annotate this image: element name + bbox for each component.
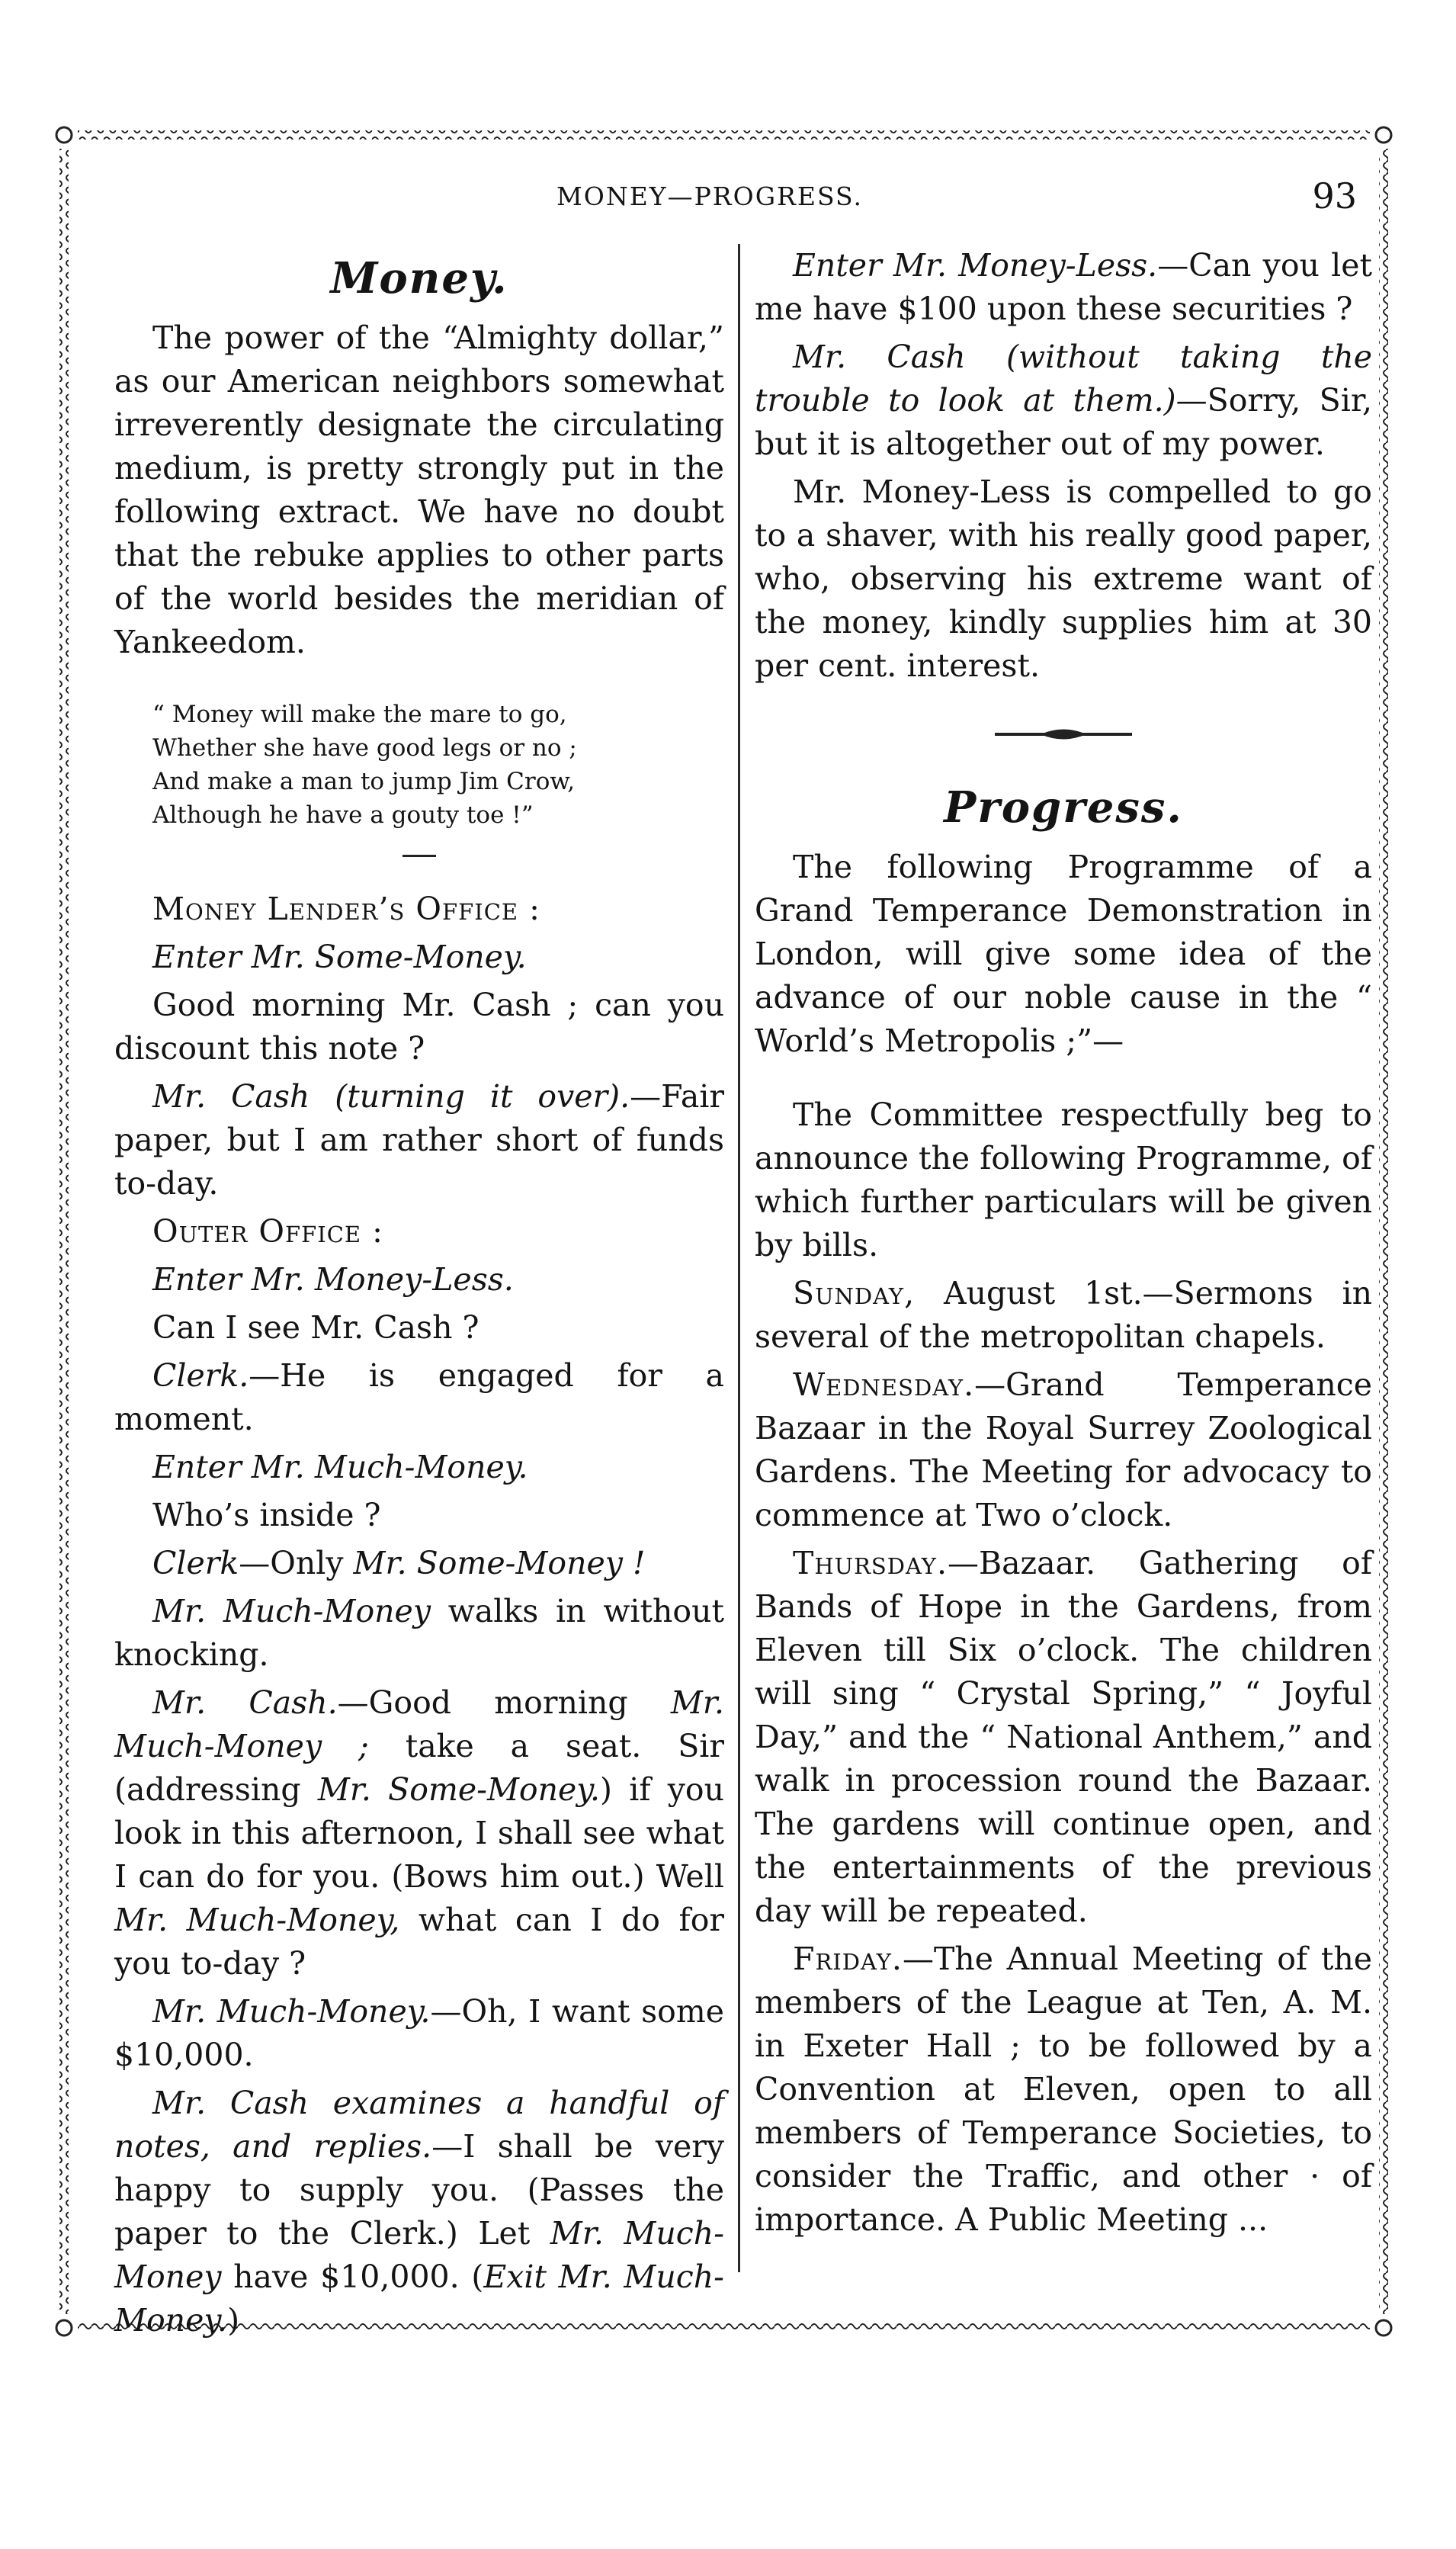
progress-intro-paragraph: The following Programme of a Grand Temperance Demonstration in London, will give some idea of the advance of our noble cause in the “ World’s Metropolis ;”— bbox=[755, 849, 1372, 1059]
scene-heading: Outer Office : bbox=[152, 1213, 383, 1250]
dialogue-paragraph: Can I see Mr. Cash ? bbox=[152, 1309, 479, 1346]
dialogue-paragraph: Good morning Mr. Cash ; can you discount this note ? bbox=[114, 987, 724, 1067]
section-ornament bbox=[987, 726, 1140, 743]
dialogue-paragraph: Clerk—Only Mr. Some-Money ! bbox=[152, 1545, 646, 1581]
verse-line: “ Money will make the mare to go, bbox=[152, 701, 567, 728]
article-title-progress: Progress. bbox=[944, 782, 1183, 833]
running-header bbox=[107, 175, 1387, 227]
dialogue-paragraph: Mr. Much-Money.—Oh, I want some $10,000. bbox=[114, 1993, 724, 2073]
verse-line: Although he have a gouty toe !” bbox=[152, 801, 534, 829]
programme-item-wednesday: Wednesday.—Grand Temperance Bazaar in the Royal Surrey Zoological Gardens. The Meeting for advocacy to commence at Two o’clock. bbox=[755, 1366, 1372, 1533]
stage-direction: Enter Mr. Money-Less. bbox=[152, 1261, 514, 1298]
left-column bbox=[114, 244, 724, 2347]
programme-item-sunday: Sunday, August 1st.—Sermons in several of the metropolitan chapels. bbox=[755, 1275, 1372, 1355]
programme-item-friday: Friday.—The Annual Meeting of the members of the League at Ten, A. M. in Exeter Hall ; to be followed by a Convention at Eleven, open to all members of Temperance Societies, to consider the Traffic, and other · of importance. A Public Meeting ... bbox=[755, 1941, 1372, 2238]
page-number: 93 bbox=[1312, 175, 1357, 217]
programme-item-thursday: Thursday.—Bazaar. Gathering of Bands of Hope in the Gardens, from Eleven till Six o’clock. The children will sing “ Crystal Spring,” “ Joyful Day,” and the “ National Anthem,” and walk in procession round the Bazaar. The gardens will continue open, and the entertainments of the previous day will be repeated. bbox=[755, 1545, 1372, 1929]
dialogue-paragraph: Mr. Cash.—Good morning Mr. Much-Money ; take a seat. Sir (addressing Mr. Some-Money.) if you look in this afternoon, I shall see what I can do for you. (Bows him out.) Well Mr. Much-Money, what can I do for you to-day ? bbox=[114, 1684, 725, 1982]
stage-direction: Enter Mr. Some-Money. bbox=[152, 939, 527, 975]
section-rule bbox=[402, 855, 436, 857]
article-title-money: Money. bbox=[330, 253, 508, 303]
right-column bbox=[755, 244, 1372, 2246]
programme-announcement: The Committee respectfully beg to announce the following Programme, of which further particulars will be given by bills. bbox=[755, 1096, 1372, 1263]
column-divider bbox=[738, 244, 740, 2272]
running-title: MONEY—PROGRESS. bbox=[556, 181, 863, 211]
dialogue-paragraph: Clerk.—He is engaged for a moment. bbox=[114, 1357, 724, 1437]
scene-heading: Money Lender’s Office : bbox=[152, 891, 540, 927]
dialogue-paragraph: Mr. Cash examines a handful of notes, and replies.—I shall be very happy to supply you. (Passes the paper to the Clerk.) Let Mr. Much-Money have $10,000. (Exit Mr. Much-Money.) bbox=[114, 2085, 725, 2339]
verse-line: Whether she have good legs or no ; bbox=[152, 734, 577, 762]
dialogue-paragraph: Mr. Cash (turning it over).—Fair paper, but I am rather short of funds to-day. bbox=[114, 1078, 724, 1202]
dialogue-paragraph: Mr. Much-Money walks in without knocking. bbox=[114, 1593, 724, 1673]
money-closing-paragraph: Mr. Money-Less is compelled to go to a shaver, with his really good paper, who, observing his extreme want of the money, kindly supplies him at 30 per cent. interest. bbox=[755, 474, 1372, 684]
dialogue-paragraph: Who’s inside ? bbox=[152, 1497, 381, 1533]
money-intro-paragraph: The power of the “Almighty dollar,” as our American neighbors somewhat irreverently designate the circulating medium, is pretty strongly put in the following extract. We have no doubt that the rebuke applies to other parts of the world besides the meridian of Yankeedom. bbox=[114, 319, 724, 660]
verse-line: And make a man to jump Jim Crow, bbox=[152, 768, 576, 795]
dialogue-paragraph: Mr. Cash (without taking the trouble to look at them.)—Sorry, Sir, but it is altogether out of my power. bbox=[755, 339, 1372, 462]
stage-direction: Enter Mr. Much-Money. bbox=[152, 1449, 528, 1485]
dialogue-paragraph: Enter Mr. Money-Less.—Can you let me have $100 upon these securities ? bbox=[755, 247, 1372, 327]
